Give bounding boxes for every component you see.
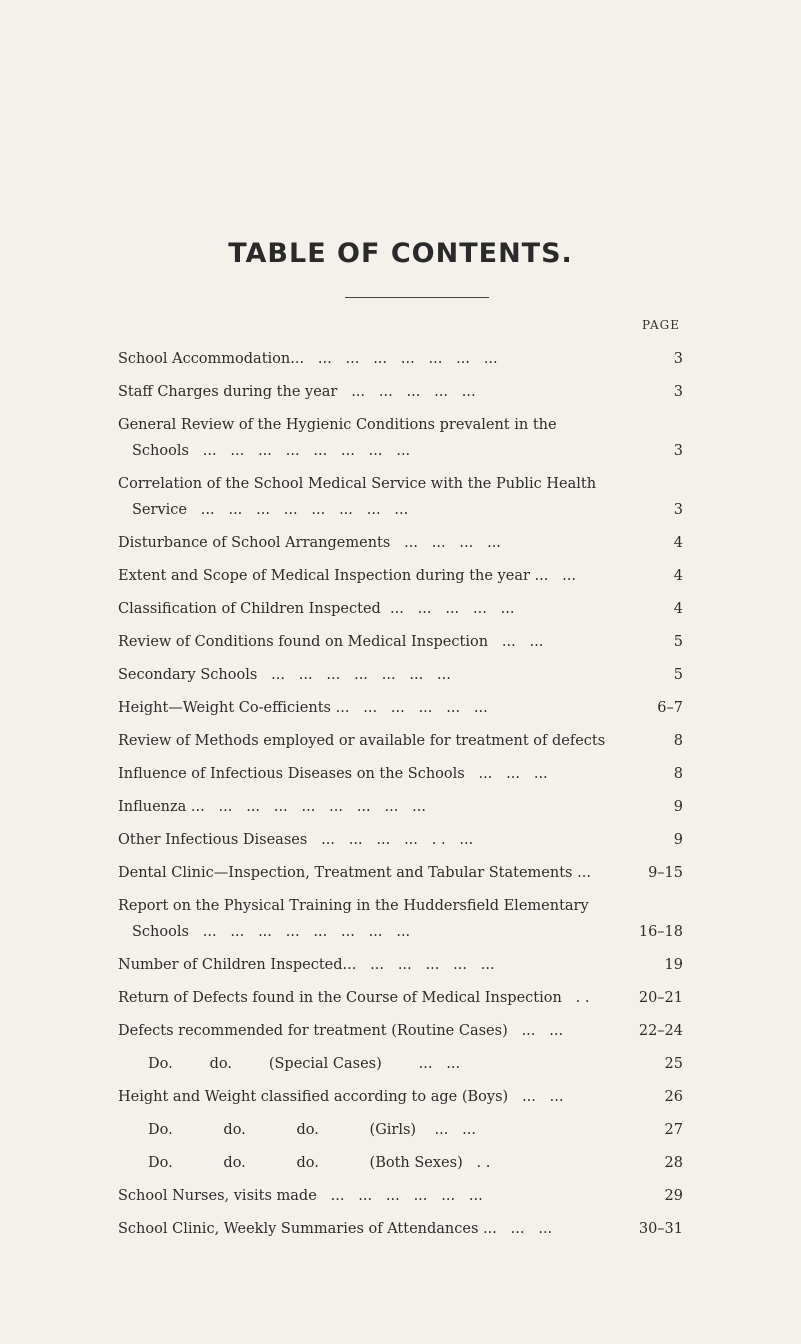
toc-entry: [118, 893, 683, 945]
toc-entry-text: Schools ... ... ... ... ... ... ... ...: [132, 443, 411, 459]
toc-entry-text: Height and Weight classified according to age (Boys) ... ...: [118, 1089, 564, 1105]
toc-entry: [118, 728, 683, 754]
toc-entry-page: 9: [673, 832, 683, 848]
toc-entry-text: Review of Methods employed or available for treatment of defects: [118, 733, 606, 749]
toc-entry-page: 8: [673, 733, 683, 749]
toc-entry: [118, 1018, 683, 1044]
toc-entry-text: Service ... ... ... ... ... ... ... ...: [132, 502, 409, 518]
toc-list: [118, 346, 683, 1249]
toc-entry: [118, 563, 683, 589]
toc-entry: [118, 412, 683, 464]
toc-entry-text: Review of Conditions found on Medical Inspection ... ...: [118, 634, 544, 650]
toc-entry-page: 6–7: [657, 700, 683, 716]
toc-entry-page: 27: [664, 1122, 683, 1138]
toc-entry-text: Defects recommended for treatment (Routine Cases) ... ...: [118, 1023, 564, 1039]
toc-entry-page: 20–21: [638, 990, 683, 1006]
toc-entry: [118, 695, 683, 721]
toc-entry-text: Staff Charges during the year ... ... ... ... ...: [118, 384, 476, 400]
toc-entry-text: School Nurses, visits made ... ... ... ... ... ...: [118, 1188, 483, 1204]
toc-entry-text: Other Infectious Diseases ... ... ... ... . . ...: [118, 832, 474, 848]
toc-entry: [118, 379, 683, 405]
toc-entry-page: 19: [664, 957, 683, 973]
toc-entry-text: Influence of Infectious Diseases on the Schools ... ... ...: [118, 766, 548, 782]
toc-entry-text: School Accommodation... ... ... ... ... ... ... ...: [118, 351, 498, 367]
toc-entry: [118, 629, 683, 655]
toc-entry-text: Extent and Scope of Medical Inspection during the year ... ...: [118, 568, 576, 584]
toc-entry-page: 4: [673, 568, 683, 584]
toc-entry: [118, 1117, 683, 1143]
toc-entry-page: 4: [673, 601, 683, 617]
toc-entry: [118, 1183, 683, 1209]
toc-entry-text: Secondary Schools ... ... ... ... ... ... ...: [118, 667, 451, 683]
toc-entry-page: 28: [664, 1155, 683, 1171]
toc-entry: [118, 1150, 683, 1176]
toc-entry: [118, 761, 683, 787]
toc-entry-text: General Review of the Hygienic Conditions prevalent in the: [118, 417, 557, 433]
toc-entry-page: 16–18: [638, 924, 683, 940]
toc-entry: [118, 530, 683, 556]
toc-entry: [118, 985, 683, 1011]
toc-entry-text: Do. do. do. (Both Sexes) . .: [148, 1155, 491, 1171]
toc-entry-text: Classification of Children Inspected ... ... ... ... ...: [118, 601, 515, 617]
toc-entry-text: Correlation of the School Medical Service with the Public Health: [118, 476, 597, 492]
toc-entry: [118, 471, 683, 523]
toc-entry-page: 30–31: [638, 1221, 683, 1237]
toc-entry-page: 4: [673, 535, 683, 551]
toc-entry-page: 22–24: [638, 1023, 683, 1039]
title-divider: [345, 297, 489, 298]
toc-entry: [118, 1216, 683, 1242]
toc-entry-page: 3: [673, 351, 683, 367]
toc-entry-page: 25: [664, 1056, 683, 1072]
toc-entry: [118, 1084, 683, 1110]
toc-entry-text: School Clinic, Weekly Summaries of Attendances ... ... ...: [118, 1221, 553, 1237]
toc-entry-page: 3: [673, 502, 683, 518]
toc-entry: [118, 827, 683, 853]
toc-entry-page: 5: [673, 634, 683, 650]
toc-entry: [118, 952, 683, 978]
toc-entry-text: Height—Weight Co-efficients ... ... ... ... ... ...: [118, 700, 488, 716]
toc-entry-page: 3: [673, 443, 683, 459]
toc-entry-text: Report on the Physical Training in the Huddersfield Elementary: [118, 898, 589, 914]
toc-entry-page: 29: [664, 1188, 683, 1204]
toc-entry-page: 5: [673, 667, 683, 683]
toc-entry-text: Disturbance of School Arrangements ... ... ... ...: [118, 535, 501, 551]
toc-entry-text: Schools ... ... ... ... ... ... ... ...: [132, 924, 411, 940]
toc-entry-text: Do. do. do. (Girls) ... ...: [148, 1122, 477, 1138]
toc-entry: [118, 860, 683, 886]
toc-entry-text: Number of Children Inspected... ... ... ... ... ...: [118, 957, 495, 973]
toc-entry-page: 8: [673, 766, 683, 782]
toc-entry-text: Dental Clinic—Inspection, Treatment and Tabular Statements ...: [118, 865, 591, 881]
toc-entry-text: Return of Defects found in the Course of Medical Inspection . .: [118, 990, 590, 1006]
page-title: TABLE OF CONTENTS.: [228, 238, 573, 269]
page-column-header: PAGE: [642, 318, 680, 332]
toc-entry-page: 26: [664, 1089, 683, 1105]
toc-entry: [118, 346, 683, 372]
toc-entry: [118, 794, 683, 820]
toc-entry-text: Influenza ... ... ... ... ... ... ... ... ...: [118, 799, 426, 815]
toc-entry: [118, 596, 683, 622]
toc-entry: [118, 1051, 683, 1077]
toc-entry-page: 9–15: [648, 865, 683, 881]
toc-entry: [118, 662, 683, 688]
toc-entry-page: 9: [673, 799, 683, 815]
toc-entry-text: Do. do. (Special Cases) ... ...: [148, 1056, 461, 1072]
toc-entry-page: 3: [673, 384, 683, 400]
